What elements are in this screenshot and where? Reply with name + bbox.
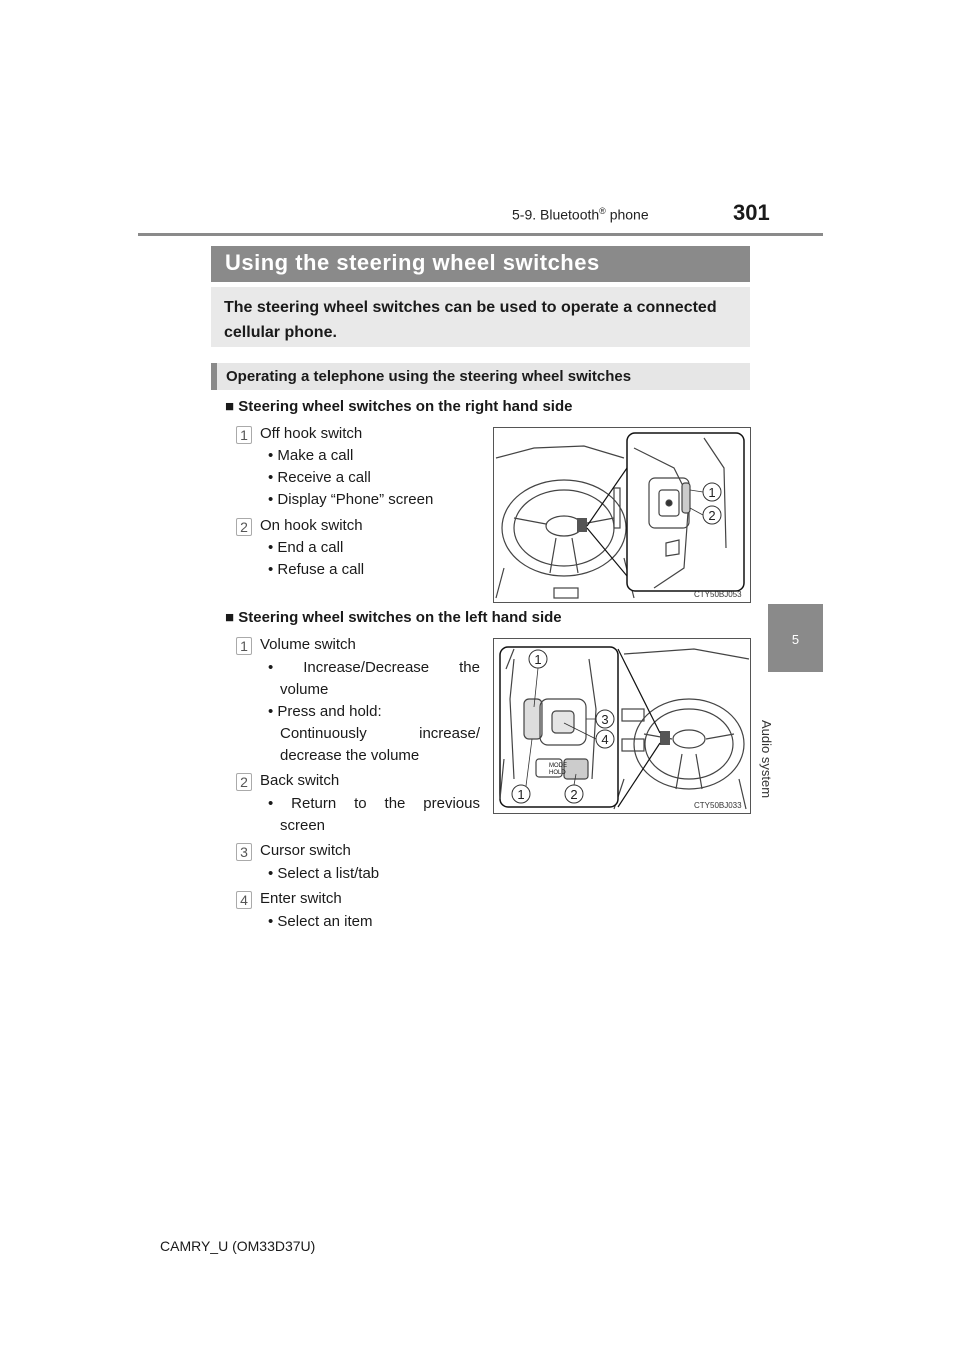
page-number: 301 bbox=[733, 200, 770, 225]
subheading: Operating a telephone using the steering wheel switches bbox=[226, 368, 632, 385]
item-number: 2 bbox=[236, 773, 252, 791]
callout-2: 2 bbox=[708, 508, 716, 523]
subheading-accent bbox=[211, 363, 217, 390]
item-number: 3 bbox=[236, 843, 252, 861]
item-sub: screen bbox=[280, 817, 326, 834]
item-title: Cursor switch bbox=[260, 842, 351, 859]
switch-highlight bbox=[660, 731, 670, 745]
header-rule bbox=[138, 233, 823, 236]
chapter-label: Audio system bbox=[759, 720, 774, 799]
item-sub: volume bbox=[280, 681, 329, 698]
callout-1: 1 bbox=[708, 485, 716, 500]
callout-4: 4 bbox=[601, 732, 609, 747]
section-title: 5-9. Bluetooth® phone bbox=[512, 206, 649, 223]
item-sub: • Refuse a call bbox=[268, 561, 365, 578]
item-title: Back switch bbox=[260, 772, 340, 789]
footer-model: CAMRY_U (OM33D37U) bbox=[160, 1238, 316, 1254]
item-title: Off hook switch bbox=[260, 425, 363, 442]
item-number: 1 bbox=[236, 426, 252, 444]
callout-1: 1 bbox=[534, 652, 542, 667]
item-sub: • Select a list/tab bbox=[268, 865, 380, 882]
mode-label: MODE bbox=[549, 763, 567, 769]
item-sub: • End a call bbox=[268, 539, 344, 556]
right-switch-figure bbox=[493, 427, 751, 603]
item-sub: • Return to the previous bbox=[268, 795, 480, 812]
steering-wheel-illustration bbox=[494, 428, 750, 602]
switch-highlight bbox=[577, 518, 587, 532]
item-sub: • Display “Phone” screen bbox=[268, 491, 434, 508]
hold-label: HOLD bbox=[549, 770, 566, 776]
item-number: 4 bbox=[236, 891, 252, 909]
left-switch-figure bbox=[493, 638, 751, 814]
item-sub: • Increase/Decrease the bbox=[268, 659, 480, 676]
intro-text: The steering wheel switches can be used to operate a connected cellular phone. bbox=[224, 299, 717, 341]
callout-1-bottom: 1 bbox=[517, 787, 525, 802]
steering-wheel-illustration bbox=[494, 639, 750, 813]
item-number: 1 bbox=[236, 637, 252, 655]
item-title: Volume switch bbox=[260, 636, 356, 653]
item-sub: decrease the volume bbox=[280, 747, 420, 764]
item-sub: • Receive a call bbox=[268, 469, 371, 486]
item-sub: • Press and hold: bbox=[268, 703, 382, 720]
item-title: Enter switch bbox=[260, 890, 342, 907]
item-number: 2 bbox=[236, 518, 252, 536]
item-title: On hook switch bbox=[260, 517, 363, 534]
callout-2: 2 bbox=[570, 787, 578, 802]
left-side-heading: ■ Steering wheel switches on the left hand side bbox=[225, 609, 562, 626]
right-side-heading: ■ Steering wheel switches on the right hand side bbox=[225, 398, 573, 415]
figure-code: CTY50BJ033 bbox=[694, 801, 742, 810]
item-sub: • Make a call bbox=[268, 447, 354, 464]
chapter-number: 5 bbox=[791, 632, 800, 647]
item-sub: • Select an item bbox=[268, 913, 373, 930]
page-title: Using the steering wheel switches bbox=[225, 250, 600, 275]
figure-code: CTY50BJ053 bbox=[694, 590, 742, 599]
callout-3: 3 bbox=[601, 712, 609, 727]
item-sub: Continuously increase/ bbox=[280, 725, 480, 742]
